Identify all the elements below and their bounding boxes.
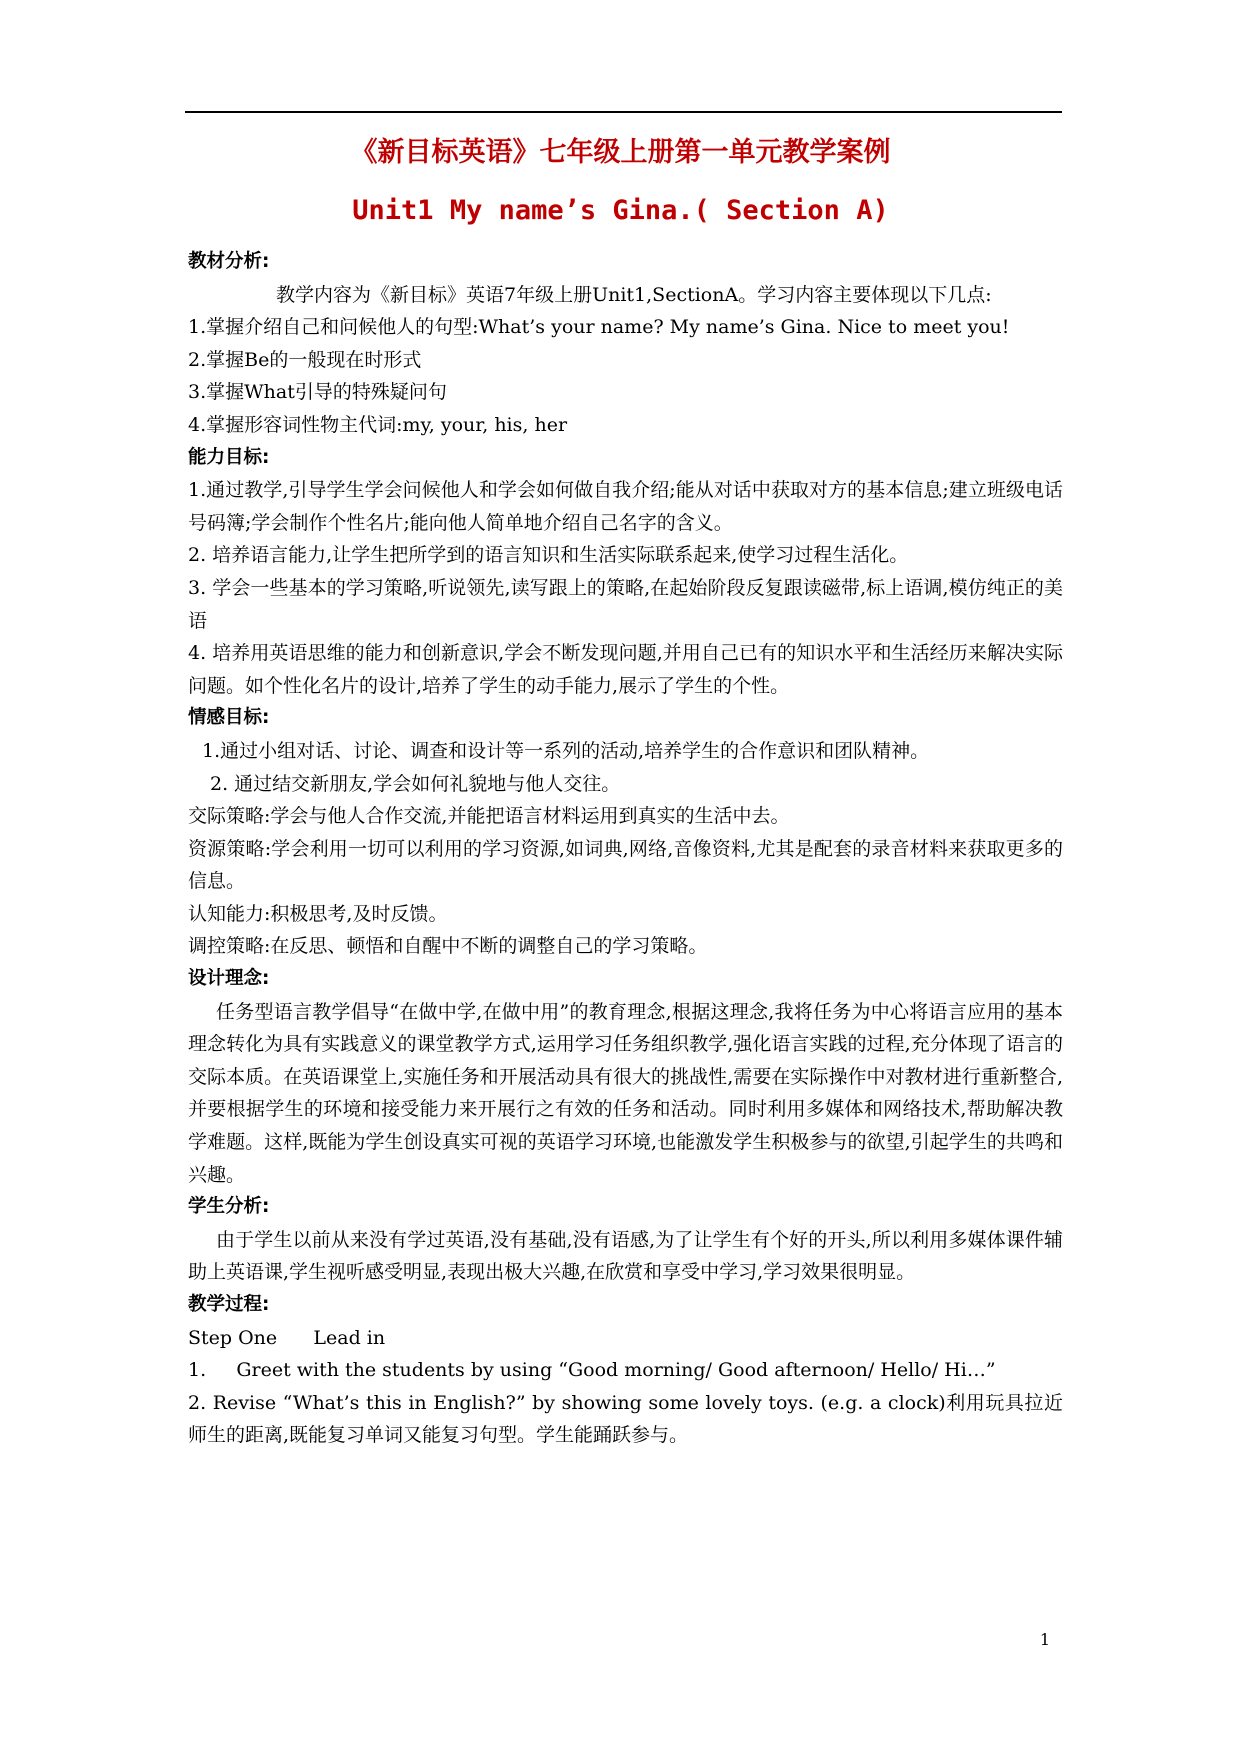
materials-intro: 教学内容为《新目标》英语7年级上册Unit1,SectionA。学习内容主要体现以下几点: <box>276 283 992 306</box>
process-step: Step One Lead in <box>188 1326 386 1349</box>
document-subtitle: Unit1 My name’s Gina.( Section A) <box>352 195 889 226</box>
section-heading-ability: 能力目标: <box>188 446 270 468</box>
ability-item: 2. 培养语言能力,让学生把所学到的语言知识和生活实际联系起来,使学习过程生活化。 <box>188 544 909 567</box>
students-body: 由于学生以前从来没有学过英语,没有基础,没有语感,为了让学生有个好的开头,所以利用多媒体课件辅助上英语课,学生视听感受明显,表现出极大兴趣,在欣赏和享受中学习,学习效果很明显。 <box>188 1228 1063 1284</box>
strategy-item: 资源策略:学会利用一切可以利用的学习资源,如词典,网络,音像资料,尤其是配套的录音材料来获取更多的信息。 <box>188 837 1063 893</box>
ability-item: 4. 培养用英语思维的能力和创新意识,学会不断发现问题,并用自己已有的知识水平和生活经历来解决实际问题。如个性化名片的设计,培养了学生的动手能力,展示了学生的个性。 <box>188 642 1063 697</box>
strategy-item: 调控策略:在反思、顿悟和自醒中不断的调整自己的学习策略。 <box>188 935 708 958</box>
materials-item: 1.掌握介绍自己和问候他人的句型:What’s your name? My name’s Gina. Nice to meet you! <box>188 316 1010 339</box>
design-body: 任务型语言教学倡导“在做中学,在做中用”的教育理念,根据这理念,我将任务为中心将语言应用的基本理念转化为具有实践意义的课堂教学方式,运用学习任务组织教学,强化语言实践的过程,充分体现了语言的交际本质。在英语课堂上,实施任务和开展活动具有很大的挑战性,需要在实际操作中对教材进行重新整合,并要根据学生的环境和接受能力来开展行之有效的任务和活动。同时利用多媒体和网络技术,帮助解决教学难题。这样,既能为学生创设真实可视的英语学习环境,也能激发学生积极参与的欲望,引起学生的共鸣和兴趣。 <box>188 1000 1063 1186</box>
ability-item: 3. 学会一些基本的学习策略,听说领先,读写跟上的策略,在起始阶段反复跟读磁带,标上语调,模仿纯正的美语 <box>188 576 1063 632</box>
materials-item: 2.掌握Be的一般现在时形式 <box>188 348 422 371</box>
section-heading-process: 教学过程: <box>188 1294 270 1315</box>
header-rule <box>185 111 1062 113</box>
document-body <box>188 246 1063 1452</box>
process-item: 2. Revise “What’s this in English?” by showing some lovely toys. (e.g. a clock)利用玩具拉近师生的距离,既能复习单词又能复习句型。学生能踊跃参与。 <box>188 1391 1063 1447</box>
ability-item: 1.通过教学,引导学生学会问候他人和学会如何做自我介绍;能从对话中获取对方的基本信息;建立班级电话号码簿;学会制作个性名片;能向他人简单地介绍自己名字的含义。 <box>188 479 1063 534</box>
materials-item: 4.掌握形容词性物主代词:my, your, his, her <box>188 413 568 436</box>
materials-item: 3.掌握What引导的特殊疑问句 <box>188 381 447 404</box>
strategy-item: 交际策略:学会与他人合作交流,并能把语言材料运用到真实的生活中去。 <box>188 805 790 828</box>
strategy-item: 认知能力:积极思考,及时反馈。 <box>188 902 448 925</box>
section-heading-materials: 教材分析: <box>188 251 270 272</box>
section-heading-design: 设计理念: <box>188 968 270 990</box>
section-heading-emotion: 情感目标: <box>188 707 270 729</box>
section-heading-students: 学生分析: <box>188 1196 270 1218</box>
emotion-item: 1.通过小组对话、讨论、调查和设计等一系列的活动,培养学生的合作意识和团队精神。 <box>202 739 930 762</box>
page-number: 1 <box>1039 1630 1050 1649</box>
process-item: 1. Greet with the students by using “Good morning/ Good afternoon/ Hello/ Hi…” <box>188 1359 996 1382</box>
document-title: 《新目标英语》七年级上册第一单元教学案例 <box>350 137 891 168</box>
emotion-item: 2. 通过结交新朋友,学会如何礼貌地与他人交往。 <box>210 772 621 795</box>
